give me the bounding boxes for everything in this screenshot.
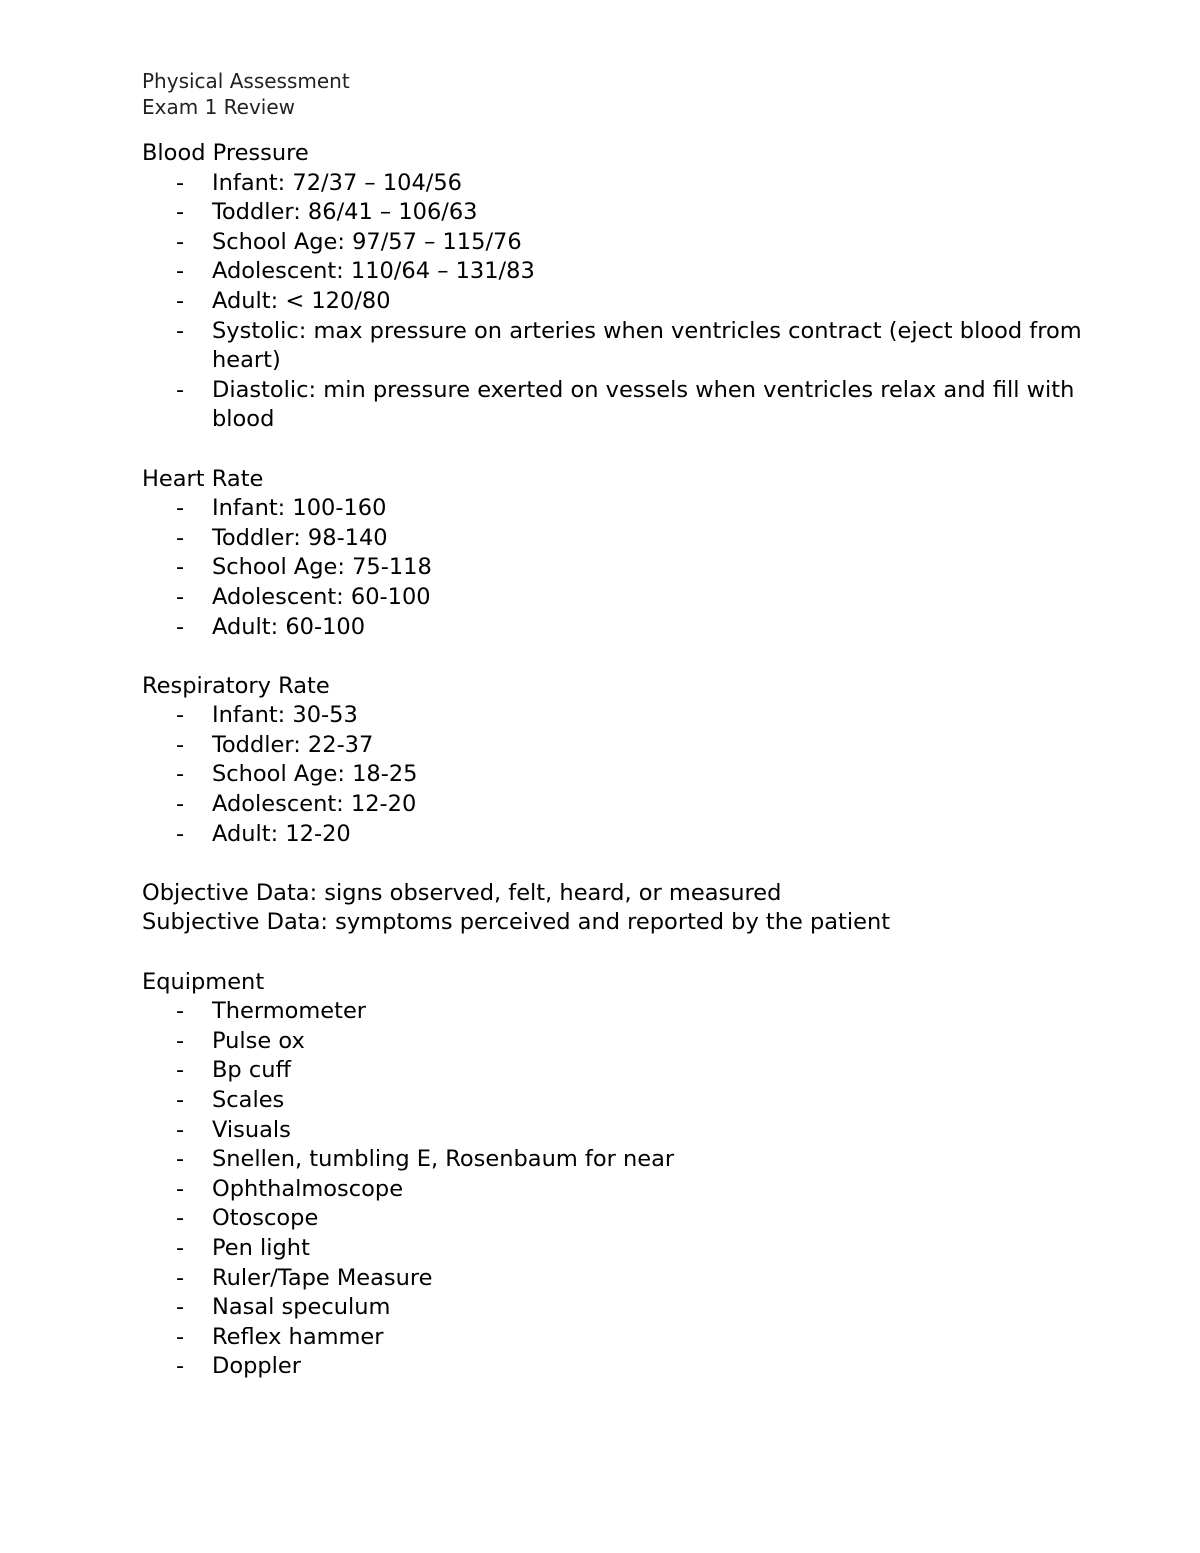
list-item bbox=[142, 583, 1082, 613]
course-title: Physical Assessment bbox=[142, 69, 350, 93]
bullet-dash: - bbox=[176, 228, 185, 255]
bullet-dash: - bbox=[176, 287, 185, 314]
bullet-dash: - bbox=[176, 1027, 185, 1054]
list-item bbox=[142, 1086, 1082, 1116]
section-heading-heart-rate: Heart Rate bbox=[142, 465, 264, 492]
section-heading-blood-pressure: Blood Pressure bbox=[142, 140, 309, 166]
list-item-text: School Age: 18-25 bbox=[212, 761, 418, 788]
list-item bbox=[142, 997, 1082, 1027]
bullet-dash: - bbox=[176, 1234, 185, 1261]
bullet-dash: - bbox=[176, 791, 185, 818]
bullet-dash: - bbox=[176, 583, 185, 610]
list-item bbox=[142, 820, 1082, 850]
list-item-text: Adolescent: 60-100 bbox=[212, 583, 431, 610]
list-item-text: Reflex hammer bbox=[212, 1323, 384, 1350]
blood-pressure-section bbox=[142, 139, 1082, 435]
heart-rate-list bbox=[142, 494, 1082, 642]
bullet-dash: - bbox=[176, 376, 185, 403]
list-item-text: Nasal speculum bbox=[212, 1294, 391, 1321]
list-item bbox=[142, 760, 1082, 790]
bullet-dash: - bbox=[176, 1087, 185, 1113]
bullet-dash: - bbox=[176, 258, 185, 285]
bullet-dash: - bbox=[176, 613, 185, 640]
list-item bbox=[142, 790, 1082, 820]
list-item-text: Thermometer bbox=[212, 998, 367, 1025]
list-item bbox=[142, 1027, 1082, 1057]
list-item-text: Adult: 12-20 bbox=[212, 820, 351, 847]
list-item-text: Scales bbox=[212, 1087, 285, 1113]
bullet-dash: - bbox=[176, 1205, 185, 1232]
list-item bbox=[142, 1175, 1082, 1205]
bullet-dash: - bbox=[176, 495, 185, 522]
list-item bbox=[142, 524, 1082, 554]
list-item bbox=[142, 494, 1082, 524]
bullet-dash: - bbox=[176, 1146, 185, 1173]
list-item bbox=[142, 198, 1082, 228]
list-item-text: Ophthalmoscope bbox=[212, 1175, 404, 1202]
list-item-text: Otoscope bbox=[212, 1205, 319, 1232]
list-item bbox=[142, 1204, 1082, 1234]
list-item bbox=[142, 1293, 1082, 1323]
bullet-dash: - bbox=[176, 820, 185, 847]
list-item bbox=[142, 553, 1082, 583]
bullet-dash: - bbox=[176, 1175, 185, 1202]
bullet-dash: - bbox=[176, 199, 185, 226]
list-item-text: Ruler/Tape Measure bbox=[212, 1264, 433, 1291]
list-item-text: Pen light bbox=[212, 1234, 310, 1261]
list-item bbox=[142, 376, 1082, 435]
bullet-dash: - bbox=[176, 1057, 185, 1084]
list-item bbox=[142, 1264, 1082, 1294]
bullet-dash: - bbox=[176, 1353, 185, 1380]
list-item-text: Doppler bbox=[212, 1353, 302, 1380]
bullet-dash: - bbox=[176, 702, 185, 729]
list-item bbox=[142, 1056, 1082, 1086]
equipment-section bbox=[142, 968, 1082, 1382]
list-item-text: Adolescent: 12-20 bbox=[212, 791, 417, 818]
bullet-dash: - bbox=[176, 317, 185, 344]
document-header bbox=[142, 68, 1082, 120]
list-item-text: Infant: 100-160 bbox=[212, 495, 387, 522]
list-item-text: Snellen, tumbling E, Rosenbaum for near bbox=[212, 1146, 675, 1173]
list-item bbox=[142, 1116, 1082, 1146]
respiratory-rate-section bbox=[142, 672, 1082, 850]
list-item-text: Toddler: 22-37 bbox=[212, 731, 374, 758]
list-item bbox=[142, 701, 1082, 731]
list-item-text: Adult: < 120/80 bbox=[212, 287, 391, 314]
list-item bbox=[142, 1323, 1082, 1353]
objective-data-definition: Objective Data: signs observed, felt, heard, or measured bbox=[142, 879, 782, 906]
list-item-text: School Age: 97/57 – 115/76 bbox=[212, 228, 522, 255]
document-subtitle: Exam 1 Review bbox=[142, 95, 296, 119]
list-item bbox=[142, 317, 1082, 376]
list-item bbox=[142, 169, 1082, 199]
equipment-list bbox=[142, 997, 1082, 1382]
subjective-data-definition: Subjective Data: symptoms perceived and reported by the patient bbox=[142, 909, 891, 936]
list-item-text: Infant: 72/37 – 104/56 bbox=[212, 169, 462, 196]
list-item bbox=[142, 613, 1082, 643]
document-page bbox=[142, 68, 1082, 1412]
bullet-dash: - bbox=[176, 524, 185, 551]
list-item bbox=[142, 731, 1082, 761]
list-item-text: Bp cuff bbox=[212, 1057, 292, 1084]
list-item-text: Infant: 30-53 bbox=[212, 702, 358, 729]
list-item bbox=[142, 1352, 1082, 1382]
list-item bbox=[142, 1145, 1082, 1175]
list-item bbox=[142, 287, 1082, 317]
list-item-text: Adolescent: 110/64 – 131/83 bbox=[212, 258, 535, 285]
list-item-text: Diastolic: min pressure exerted on vessels when ventricles relax and fill with blood bbox=[212, 376, 1075, 433]
list-item-text: School Age: 75-118 bbox=[212, 554, 432, 581]
list-item-text: Visuals bbox=[212, 1116, 291, 1143]
data-definitions-section bbox=[142, 879, 1082, 938]
section-heading-respiratory-rate: Respiratory Rate bbox=[142, 672, 330, 699]
list-item-text: Adult: 60-100 bbox=[212, 613, 366, 640]
blood-pressure-list bbox=[142, 169, 1082, 435]
bullet-dash: - bbox=[176, 1294, 185, 1321]
list-item-text: Systolic: max pressure on arteries when ventricles contract (eject blood from heart) bbox=[212, 317, 1082, 374]
list-item bbox=[142, 228, 1082, 258]
bullet-dash: - bbox=[176, 1116, 185, 1143]
bullet-dash: - bbox=[176, 169, 185, 196]
bullet-dash: - bbox=[176, 554, 185, 581]
bullet-dash: - bbox=[176, 1264, 185, 1291]
list-item-text: Pulse ox bbox=[212, 1027, 305, 1054]
bullet-dash: - bbox=[176, 1323, 185, 1350]
list-item bbox=[142, 1234, 1082, 1264]
list-item bbox=[142, 257, 1082, 287]
bullet-dash: - bbox=[176, 761, 185, 788]
heart-rate-section bbox=[142, 465, 1082, 643]
bullet-dash: - bbox=[176, 731, 185, 758]
list-item-text: Toddler: 98-140 bbox=[212, 524, 388, 551]
list-item-text: Toddler: 86/41 – 106/63 bbox=[212, 199, 478, 226]
section-heading-equipment: Equipment bbox=[142, 968, 265, 995]
respiratory-rate-list bbox=[142, 701, 1082, 849]
bullet-dash: - bbox=[176, 998, 185, 1025]
